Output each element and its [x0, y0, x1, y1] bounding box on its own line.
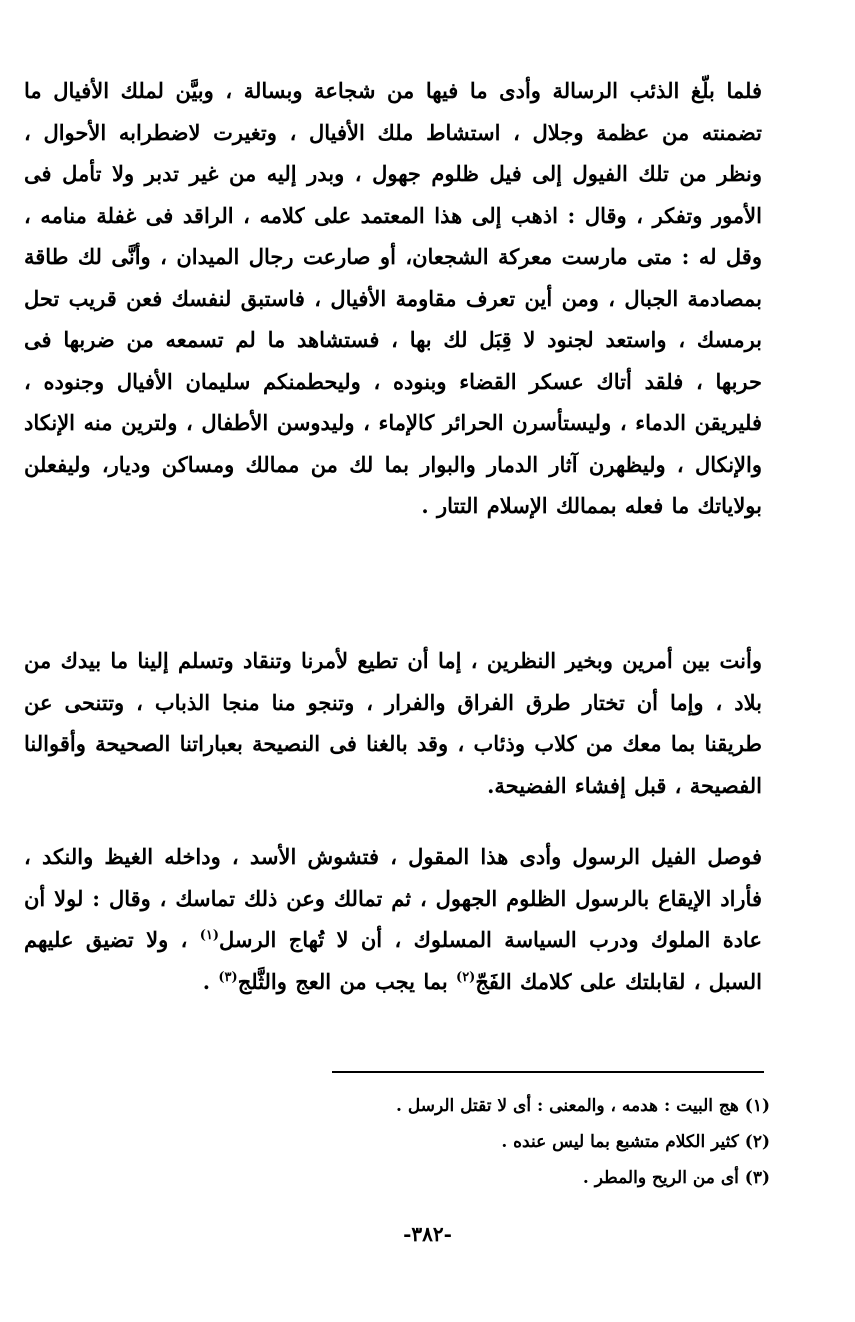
footnote-separator — [332, 1071, 764, 1073]
footnote-ref-2: (٢) — [456, 969, 476, 985]
paragraph-lion-reply-text-1: فوصل الفيل الرسول وأدى هذا المقول ، فتشوش الأسد ، وداخله الغيظ والنكد ، فأراد الإيقاع بالرسول الظلوم الجهول ، ثم تمالك وعن ذلك تماسك ، وقال : لولا أن عادة الملوك ودرب السياسة المسلوك ، أن لا تُهاج الرسل — [24, 844, 762, 952]
paragraph-lion-reply — [24, 836, 762, 1002]
footnote-item: (٣) أى من الريح والمطر . — [582, 1168, 770, 1188]
footnote-ref-1: (١) — [199, 928, 220, 943]
paragraph-lion-reply-text-2: ، ولا تضيق عليهم السبل ، لقابلتك على كلامك الفَجّ — [24, 927, 762, 994]
footnote-item: (٢) كثير الكلام متشبع بما ليس عنده . — [501, 1132, 770, 1152]
page-number: -٣٨٢- — [403, 1222, 452, 1246]
footnote-item: (١) هج البيت : هدمه ، والمعنى : أى لا تقتل الرسل . — [395, 1096, 770, 1116]
paragraph-wolf-message: فلما بلّغ الذئب الرسالة وأدى ما فيها من شجاعة وبسالة ، وبيَّن لملك الأفيال ما تضمنته من عظمة وجلال ، استشاط ملك الأفيال ، وتغيرت لاضطرابه الأحوال ، ونظر من تلك الفيول إلى فيل ظلوم جهول ، وبدر إليه من غير تدبر ولا تأمل فى الأمور وتفكر ، وقال : اذهب إلى هذا المعتمد على كلامه ، الراقد فى غفلة منامه ، وقل له : متى مارست معركة الشجعان، أو صارعت رجال الميدان ، وأنَّى لك طاقة بمصادمة الجبال ، ومن أين تعرف مقاومة الأفيال ، فاستبق لنفسك فعن قريب تحل برمسك ، واستعد لجنود لا قِبَل لك بها ، فستشاهد ما لم تسمعه من ضربها فى حربها ، فلقد أتاك عسكر القضاء وبنوده ، وليحطمنكم سليمان الأفيال وجنوده ، فليريقن الدماء ، وليستأسرن الحرائر كالإماء ، وليدوسن الأطفال ، ولترين منه الإنكاد والإنكال ، وليظهرن آثار الدمار والبوار بما لك من ممالك ومساكن وديار، وليفعلن بولاياتك ما فعله بممالك الإسلام التتار . — [24, 78, 762, 518]
footnote-ref-3: (٣) — [218, 969, 238, 985]
paragraph-lion-reply-text-3: بما يجب من العج والثَّلج — [237, 968, 448, 994]
paragraph-two-options: وأنت بين أمرين وبخير النظرين ، إما أن تطيع لأمرنا وتنقاد وتسلم إلينا ما بيدك من بلاد ، وإما أن تختار طرق الفراق والفرار ، وتنجو منا منجا الذباب ، وتتنحى عن طريقنا بما معك من كلاب وذئاب ، وقد بالغنا فى النصيحة بعباراتنا الصحيحة وأقوالنا الفصيحة ، قبل إفشاء الفضيحة. — [24, 648, 762, 798]
footnotes-list — [300, 1088, 770, 1196]
paragraph-lion-reply-end: . — [202, 968, 211, 994]
